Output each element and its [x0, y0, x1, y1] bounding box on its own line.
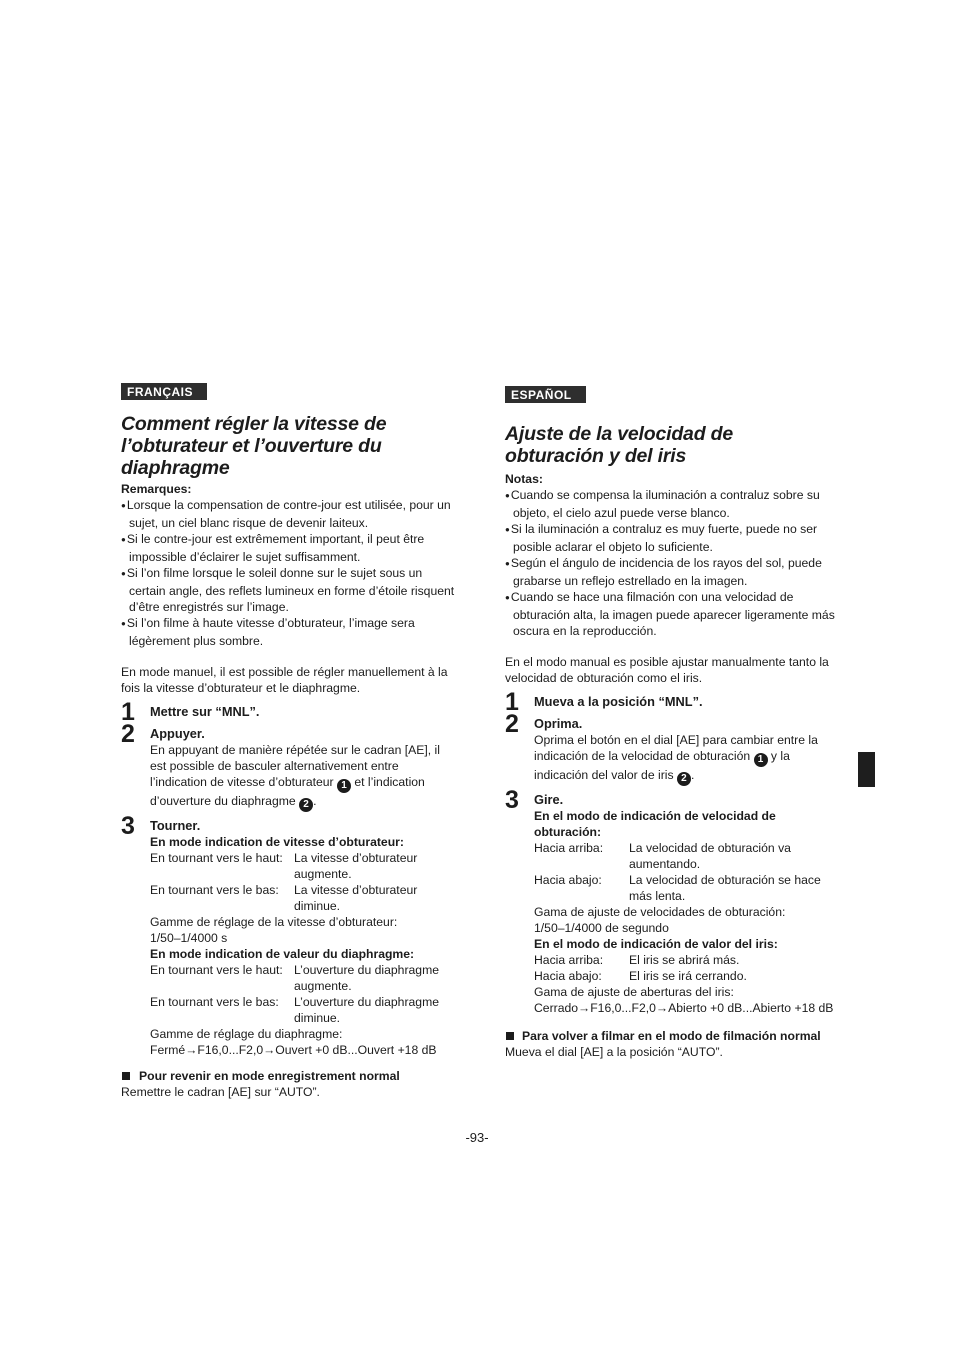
step-3 [121, 812, 457, 1058]
step-number: 1 [505, 688, 519, 716]
note-item: ● Si la iluminación a contraluz es muy fuerte, puede no ser posible aclarar el objeto lo suficiente. [505, 521, 835, 555]
return-normal-heading-text: Para volver a filmar en el modo de filmación normal [522, 1029, 821, 1043]
step-number: 2 [121, 720, 135, 748]
step-text [534, 732, 835, 786]
return-normal-text: Remettre le cadran [AE] sur “AUTO”. [121, 1085, 320, 1099]
step-text [150, 742, 457, 812]
spanish-column [505, 386, 835, 1060]
step-text-part: Oprima el botón en el dial [AE] para cambiar entre la indicación de la velocidad de obturación [534, 733, 818, 763]
title-line: obturación y del iris [505, 445, 687, 467]
title-line: Ajuste de la velocidad de [505, 423, 733, 445]
step-1 [505, 688, 835, 716]
iris-range-label: Gama de ajuste de aberturas del iris: [534, 985, 734, 999]
page-edge-tab [858, 752, 875, 787]
note-item: ● Cuando se hace una filmación con una velocidad de obturación alta, la imagen puede aparecer ligeramente más oscura en la reproducción. [505, 589, 835, 639]
step-label: Mettre sur “MNL”. [150, 704, 260, 719]
circled-two-icon: 2 [299, 798, 313, 812]
intro-paragraph: En el modo manual es posible ajustar manualmente tanto la velocidad de obturación como el iris. [505, 655, 829, 685]
step-label: Mueva a la posición “MNL”. [534, 694, 703, 709]
iris-range-value: Fermé→F16,0...F2,0→Ouvert +0 dB...Ouvert +18 dB [150, 1043, 437, 1057]
step-number: 3 [505, 786, 519, 814]
iris-row-down [150, 994, 457, 1026]
row-key: Hacia arriba: [534, 953, 604, 967]
section-title-french [121, 413, 457, 479]
row-value: El iris se irá cerrando. [629, 969, 747, 983]
step-text-part: En appuyant de manière répétée sur le cadran [AE], il est possible de basculer alternativement entre l’indication de vitesse d’obturateur [150, 743, 440, 789]
step-label: Tourner. [150, 818, 201, 833]
step-1 [121, 698, 457, 726]
iris-range-value: Cerrado→F16,0...F2,0→Abierto +0 dB...Abierto +18 dB [534, 1001, 834, 1015]
shutter-mode-heading: En mode indication de vitesse d’obturateur: [150, 835, 404, 849]
step-label: Oprima. [534, 716, 583, 731]
shutter-range-label: Gamme de réglage de la vitesse d’obturateur: [150, 915, 398, 929]
shutter-row-down [534, 872, 835, 904]
row-key: En tournant vers le bas: [150, 883, 279, 897]
step-number: 1 [121, 698, 135, 726]
note-item: ● Cuando se compensa la iluminación a contraluz sobre su objeto, el cielo azul puede verse blanco. [505, 487, 835, 521]
notes-list [505, 487, 835, 639]
iris-range-label: Gamme de réglage du diaphragme: [150, 1027, 343, 1041]
circled-one-icon: 1 [337, 779, 351, 793]
step-2 [121, 720, 457, 812]
note-item: ● Si l’on filme lorsque le soleil donne sur le sujet sous un certain angle, des reflets lumineux en forme d’étoile risquent d’être enregistrés sur l’image. [121, 565, 457, 615]
shutter-row-down [150, 882, 457, 914]
row-key: Hacia abajo: [534, 873, 602, 887]
row-value: L’ouverture du diaphragme augmente. [294, 963, 439, 993]
step-text-part: y la indicación del valor de iris [534, 749, 790, 782]
row-value: L’ouverture du diaphragme diminue. [294, 995, 439, 1025]
french-column [121, 383, 457, 1100]
title-line: Comment régler la vitesse de [121, 413, 387, 435]
return-normal-heading [505, 1028, 835, 1044]
shutter-range-value: 1/50–1/4000 s [150, 931, 228, 945]
iris-mode-heading: En mode indication de valeur du diaphragme: [150, 947, 415, 961]
iris-row-up [534, 952, 835, 968]
notes-heading: Notas: [505, 472, 543, 486]
section-title-spanish [505, 423, 835, 467]
step-2 [505, 710, 835, 786]
shutter-range-label: Gama de ajuste de velocidades de obturación: [534, 905, 786, 919]
iris-mode-heading: En el modo de indicación de valor del iris: [534, 937, 778, 951]
step-number: 3 [121, 812, 135, 840]
notes-list [121, 497, 457, 649]
notes-heading: Remarques: [121, 482, 192, 496]
return-normal-text: Mueva el dial [AE] a la posición “AUTO”. [505, 1045, 723, 1059]
return-normal-heading [121, 1068, 457, 1084]
language-tag-spanish: ESPAÑOL [505, 386, 586, 403]
row-key: Hacia abajo: [534, 969, 602, 983]
step-label: Appuyer. [150, 726, 205, 741]
iris-row-up [150, 962, 457, 994]
note-item: ● Según el ángulo de incidencia de los rayos del sol, puede grabarse un reflejo estrellado en la imagen. [505, 555, 835, 589]
page-number: -93- [465, 1130, 489, 1145]
shutter-mode-heading: En el modo de indicación de velocidad de obturación: [534, 809, 776, 839]
row-value: La vitesse d’obturateur augmente. [294, 851, 418, 881]
square-bullet-icon [506, 1032, 514, 1040]
shutter-row-up [150, 850, 457, 882]
note-item: ● Si le contre-jour est extrêmement important, il peut être impossible d’éclairer le sujet suffisamment. [121, 531, 457, 565]
shutter-range-value: 1/50–1/4000 de segundo [534, 921, 669, 935]
intro-paragraph: En mode manuel, il est possible de régler manuellement à la fois la vitesse d’obturateur et le diaphragme. [121, 665, 448, 695]
title-line: l’obturateur et l’ouverture du [121, 435, 382, 457]
step-3 [505, 786, 835, 1016]
step-number: 2 [505, 710, 519, 738]
step-label: Gire. [534, 792, 564, 807]
language-tag-french: FRANÇAIS [121, 383, 207, 400]
circled-one-icon: 1 [754, 753, 768, 767]
shutter-row-up [534, 840, 835, 872]
step-text-part: et l’indication d’ouverture du diaphragme [150, 775, 425, 808]
step-text-part: . [690, 768, 695, 782]
row-value: La velocidad de obturación va aumentando. [629, 841, 791, 871]
row-value: El iris se abrirá más. [629, 953, 740, 967]
title-line: diaphragme [121, 457, 230, 479]
row-key: En tournant vers le bas: [150, 995, 279, 1009]
return-normal-heading-text: Pour revenir en mode enregistrement normal [139, 1069, 400, 1083]
row-value: La velocidad de obturación se hace más lenta. [629, 873, 821, 903]
row-key: En tournant vers le haut: [150, 851, 283, 865]
step-text-part: . [313, 794, 317, 808]
row-value: La vitesse d’obturateur diminue. [294, 883, 418, 913]
note-item: ● Si l’on filme à haute vitesse d’obturateur, l’image sera légèrement plus sombre. [121, 615, 457, 649]
row-key: Hacia arriba: [534, 841, 604, 855]
square-bullet-icon [122, 1072, 130, 1080]
circled-two-icon: 2 [677, 772, 691, 786]
note-item: ● Lorsque la compensation de contre-jour est utilisée, pour un sujet, un ciel blanc risque de devenir laiteux. [121, 497, 457, 531]
iris-row-down [534, 968, 835, 984]
row-key: En tournant vers le haut: [150, 963, 283, 977]
